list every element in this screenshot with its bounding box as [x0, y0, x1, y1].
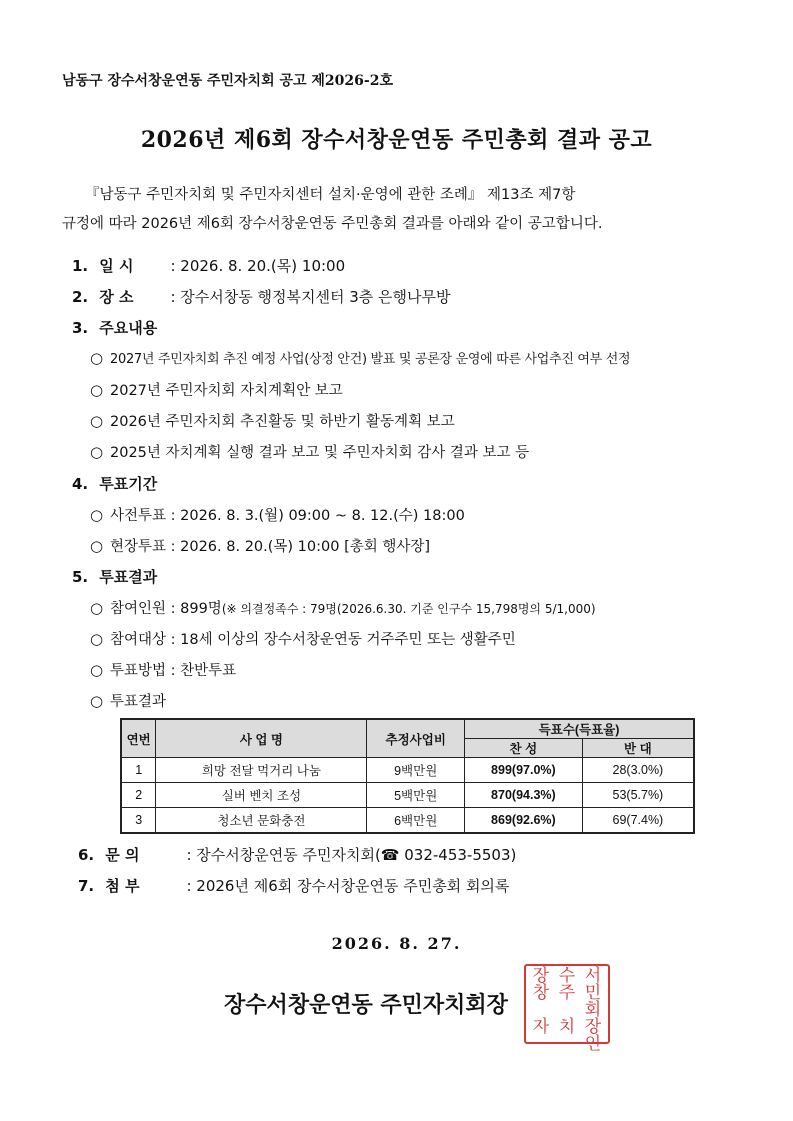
circle-bullet-icon: ○ — [90, 443, 104, 461]
column-header-votes: 득표수(득표율) — [465, 719, 695, 739]
circle-bullet-icon: ○ — [90, 506, 104, 524]
list-item — [90, 690, 166, 711]
cell-name: 실버 벤치 조성 — [156, 783, 367, 808]
cell-name: 청소년 문화충전 — [156, 808, 367, 834]
section-number: 1. — [72, 257, 89, 275]
section-number: 5. — [72, 568, 89, 586]
cell-no-vote: 69(7.4%) — [582, 808, 694, 834]
section-label: 문 의 — [105, 846, 140, 864]
cell-yes: 870(94.3%) — [465, 783, 583, 808]
cell-budget: 9백만원 — [367, 758, 465, 783]
section-main-content — [72, 317, 157, 338]
circle-bullet-icon: ○ — [90, 599, 104, 617]
seal-char: 민 — [584, 983, 602, 1003]
item-text: 2025년 자치계획 실행 결과 보고 및 주민자치회 감사 결과 보고 등 — [110, 445, 530, 461]
section-voting-result — [72, 566, 157, 587]
seal-char: 수 — [558, 966, 576, 986]
seal-char: 서 — [584, 966, 602, 986]
attachment-value: : 2026년 제6회 장수서창운연동 주민총회 회의록 — [186, 877, 510, 895]
list-item — [90, 348, 630, 367]
circle-bullet-icon: ○ — [90, 381, 104, 399]
circle-bullet-icon: ○ — [90, 412, 104, 430]
section-number: 4. — [72, 475, 89, 493]
column-header-no-vote: 반 대 — [582, 739, 694, 758]
datetime-value: : 2026. 8. 20.(목) 10:00 — [170, 257, 346, 275]
place-value: : 장수서창동 행정복지센터 3층 은행나무방 — [170, 288, 451, 306]
seal-char: 치 — [558, 1017, 576, 1037]
section-number: 2. — [72, 288, 89, 306]
section-label: 투표결과 — [99, 568, 158, 586]
column-header-name: 사 업 명 — [156, 719, 367, 758]
signer-name: 장수서창운연동 주민자치회장 — [224, 992, 508, 1018]
section-attachment — [78, 875, 509, 896]
cell-no: 1 — [121, 758, 156, 783]
section-label: 장 소 — [99, 288, 134, 306]
column-header-budget: 추정사업비 — [367, 719, 465, 758]
section-place — [72, 286, 450, 307]
circle-bullet-icon: ○ — [90, 349, 103, 367]
section-label: 일 시 — [99, 257, 134, 275]
participants-text: 참여인원 : 899명 — [110, 601, 222, 617]
inquiry-value: : 장수서창운연동 주민자치회(☎ 032-453-5503) — [186, 846, 517, 864]
section-voting-period — [72, 473, 157, 494]
cell-no: 2 — [121, 783, 156, 808]
intro-line-1: 『남동구 주민자치회 및 주민자치센터 설치·운영에 관한 조례』 제13조 제7항 — [85, 187, 576, 203]
quorum-note: (※ 의결정족수 : 79명(2026.6.30. 기준 인구수 15,798명의 5/1,000) — [221, 602, 596, 616]
list-item — [90, 379, 343, 400]
list-item — [90, 441, 529, 462]
section-label: 투표기간 — [99, 475, 158, 493]
circle-bullet-icon: ○ — [90, 537, 104, 555]
list-item — [90, 597, 596, 618]
list-item — [90, 659, 236, 680]
section-number: 3. — [72, 319, 89, 337]
table-row — [121, 758, 694, 783]
item-text: 2027년 주민자치회 추진 예정 사업(상정 안건) 발표 및 공론장 운영에 따른 사업추진 여부 선정 — [110, 352, 631, 367]
seal-char: 회장인 — [584, 1000, 602, 1054]
notice-number: 남동구 장수서창운연동 주민자치회 공고 제2026-2호 — [62, 73, 393, 89]
cell-no-vote: 53(5.7%) — [582, 783, 694, 808]
cell-yes: 869(92.6%) — [465, 808, 583, 834]
cell-no: 3 — [121, 808, 156, 834]
circle-bullet-icon: ○ — [90, 692, 104, 710]
item-text: 2027년 주민자치회 자치계획안 보고 — [110, 383, 343, 399]
list-item — [90, 504, 465, 525]
seal-char: 주 — [558, 983, 576, 1003]
list-item — [90, 628, 516, 649]
cell-name: 희망 전달 먹거리 나눔 — [156, 758, 367, 783]
circle-bullet-icon: ○ — [90, 630, 104, 648]
table-row — [121, 808, 694, 834]
cell-budget: 6백만원 — [367, 808, 465, 834]
section-label: 첨 부 — [105, 877, 140, 895]
item-text: 현장투표 : 2026. 8. 20.(목) 10:00 [총회 행사장] — [110, 539, 431, 555]
table-row — [121, 783, 694, 808]
seal-char: 장 — [532, 966, 550, 986]
item-text: 참여대상 : 18세 이상의 장수서창운연동 거주주민 또는 생활주민 — [110, 632, 516, 648]
list-item — [90, 410, 455, 431]
official-seal — [524, 964, 610, 1054]
circle-bullet-icon: ○ — [90, 661, 104, 679]
item-text: 투표결과 — [110, 694, 167, 710]
cell-budget: 5백만원 — [367, 783, 465, 808]
page-title: 2026년 제6회 장수서창운연동 주민총회 결과 공고 — [140, 127, 653, 153]
vote-result-table — [120, 718, 695, 834]
section-number: 6. — [78, 846, 95, 864]
cell-no-vote: 28(3.0%) — [582, 758, 694, 783]
column-header-no: 연번 — [121, 719, 156, 758]
section-label: 주요내용 — [99, 319, 158, 337]
item-text: 사전투표 : 2026. 8. 3.(월) 09:00 ~ 8. 12.(수) 18:00 — [110, 508, 465, 524]
seal-char: 창 — [532, 983, 550, 1003]
item-text: 2026년 주민자치회 추진활동 및 하반기 활동계획 보고 — [110, 414, 455, 430]
cell-yes: 899(97.0%) — [465, 758, 583, 783]
section-number: 7. — [78, 877, 95, 895]
intro-line-2: 규정에 따라 2026년 제6회 장수서창운연동 주민총회 결과를 아래와 같이 공고합니다. — [62, 216, 603, 232]
notice-date: 2026. 8. 27. — [331, 934, 462, 953]
section-inquiry — [78, 844, 516, 865]
section-datetime — [72, 255, 345, 276]
column-header-yes: 찬 성 — [465, 739, 583, 758]
seal-char: 자 — [532, 1017, 550, 1037]
list-item — [90, 535, 430, 556]
item-text: 투표방법 : 찬반투표 — [110, 663, 237, 679]
